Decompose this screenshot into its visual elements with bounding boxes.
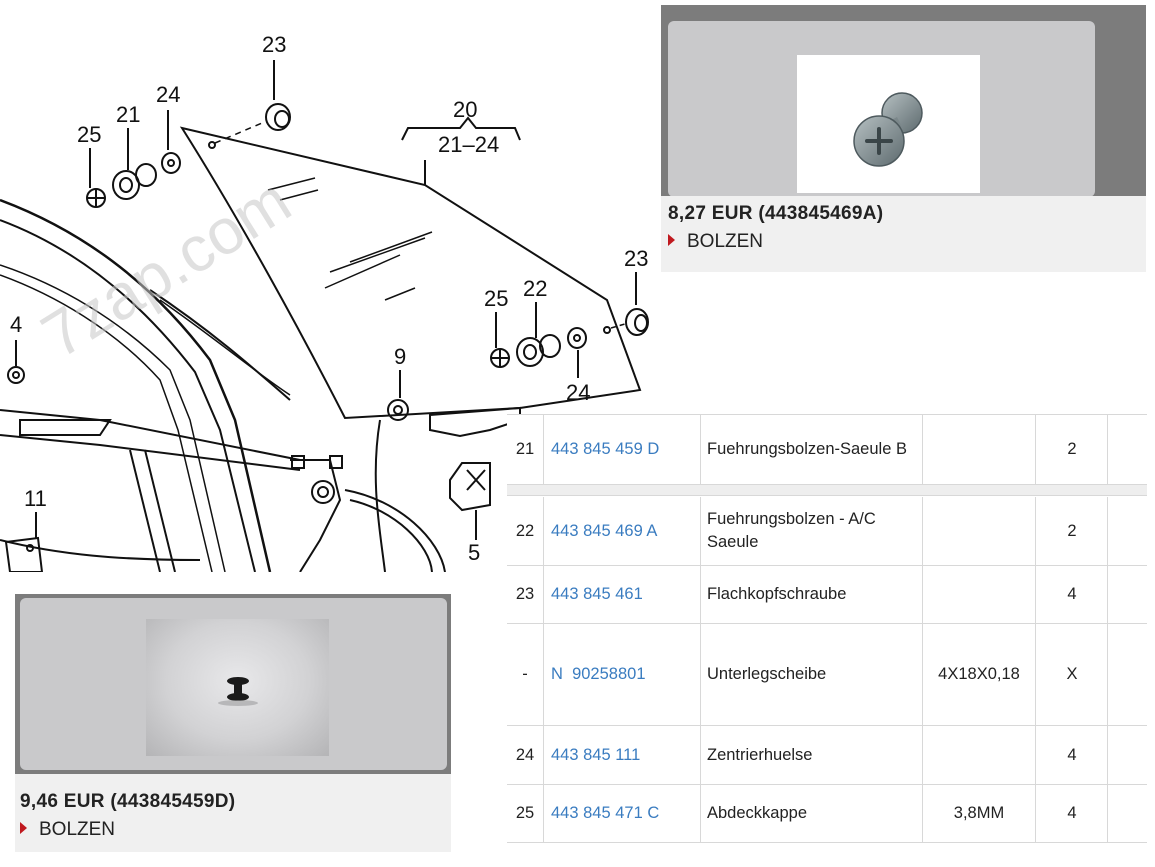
product-image-frame	[20, 598, 447, 770]
bolt-photo[interactable]	[797, 55, 980, 193]
part-quantity: 2	[1067, 521, 1077, 540]
product-card-bolzen-459d[interactable]	[15, 594, 451, 852]
arrow-right-icon	[668, 234, 675, 246]
part-description: Fuehrungsbolzen-Saeule B	[707, 440, 907, 458]
callout-25-top: 25	[77, 122, 102, 147]
part-number-link[interactable]: N 90258801	[551, 665, 646, 683]
part-spec: 4X18X0,18	[938, 665, 1020, 683]
part-quantity: 4	[1067, 804, 1077, 822]
callout-9: 9	[394, 344, 407, 369]
table-row[interactable]	[507, 785, 1147, 843]
row-position: 25	[515, 804, 535, 822]
product-name-label: BOLZEN	[687, 231, 764, 252]
callout-23-top: 23	[262, 32, 287, 57]
row-divider	[507, 485, 1147, 496]
callout-23-right: 23	[624, 246, 649, 271]
product-card-bolzen-469a[interactable]	[661, 5, 1146, 272]
part-number-link[interactable]: 443 845 461	[551, 585, 643, 603]
product-name-link[interactable]	[20, 819, 115, 841]
callout-22: 22	[523, 276, 548, 301]
callout-21-24: 21–24	[438, 132, 500, 157]
part-description: Flachkopfschraube	[707, 585, 847, 603]
arrow-right-icon	[20, 822, 27, 834]
bolt-photo-icon	[797, 55, 980, 193]
part-spec	[923, 497, 1035, 565]
callout-11: 11	[24, 486, 47, 511]
part-quantity: 2	[1067, 440, 1077, 458]
table-row[interactable]	[507, 624, 1147, 726]
part-number-link[interactable]: 443 845 111	[551, 745, 641, 764]
table-row[interactable]	[507, 726, 1147, 785]
part-number-link[interactable]: 443 845 471 C	[551, 804, 660, 822]
row-position: 24	[515, 745, 535, 764]
part-description: Unterlegscheibe	[707, 665, 827, 683]
part-number-link[interactable]: 443 845 459 D	[551, 440, 660, 458]
part-quantity: 4	[1067, 585, 1077, 603]
callout-5: 5	[468, 540, 481, 565]
table-row[interactable]	[507, 497, 1147, 566]
product-name-link[interactable]	[668, 231, 763, 253]
part-quantity: X	[1066, 665, 1078, 683]
callout-24-top: 24	[156, 82, 181, 107]
table-row[interactable]	[507, 566, 1147, 624]
callout-21: 21	[116, 102, 141, 127]
table-row[interactable]	[507, 415, 1147, 485]
part-spec: 3,8MM	[953, 804, 1005, 822]
product-image-frame	[668, 21, 1095, 197]
product-caption	[661, 196, 1146, 272]
part-number-link[interactable]: 443 845 469 A	[551, 521, 658, 540]
row-position: 22	[515, 521, 535, 540]
row-position: -	[522, 665, 528, 683]
row-position: 21	[515, 440, 535, 458]
callout-4: 4	[10, 312, 23, 337]
part-spec	[923, 726, 1035, 784]
product-name-label: BOLZEN	[39, 819, 116, 840]
callout-25-right: 25	[484, 286, 509, 311]
callout-24-right: 24	[566, 380, 591, 405]
parts-table	[507, 414, 1147, 845]
callout-20: 20	[453, 97, 478, 122]
product-caption	[15, 774, 451, 852]
part-quantity: 4	[1067, 745, 1077, 764]
part-spec	[923, 415, 1035, 484]
part-description: Abdeckkappe	[707, 804, 807, 822]
pin-photo[interactable]	[146, 619, 329, 756]
part-description: Fuehrungsbolzen - A/C Saeule	[707, 510, 876, 551]
part-description: Zentrierhuelse	[707, 745, 813, 764]
pin-photo-icon	[146, 619, 329, 756]
row-position: 23	[515, 585, 535, 603]
watermark-text: 7zap.com	[29, 163, 303, 372]
part-spec	[923, 566, 1035, 623]
product-price: 8,27 EUR (443845469A)	[668, 203, 884, 224]
product-price: 9,46 EUR (443845459D)	[20, 791, 236, 812]
